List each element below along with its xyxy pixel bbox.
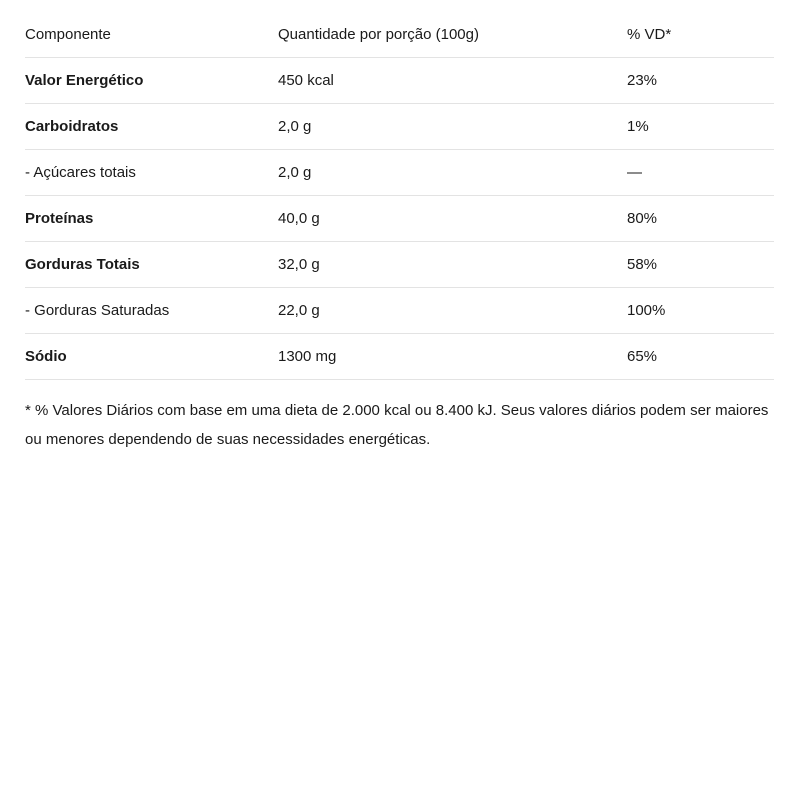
row-daily-value: 65% xyxy=(627,334,774,380)
header-component: Componente xyxy=(25,12,278,58)
row-daily-value: 100% xyxy=(627,288,774,334)
header-daily-value: % VD* xyxy=(627,12,774,58)
row-quantity: 1300 mg xyxy=(278,334,627,380)
row-quantity: 32,0 g xyxy=(278,242,627,288)
daily-value-footnote: * % Valores Diários com base em uma dieta de 2.000 kcal ou 8.400 kJ. Seus valores diários podem ser maiores ou menores dependendo de suas necessidades energéticas. xyxy=(25,402,769,448)
table-row xyxy=(25,150,774,196)
row-daily-value: 1% xyxy=(627,104,774,150)
nutrition-table xyxy=(25,12,774,380)
row-daily-value: 58% xyxy=(627,242,774,288)
row-name: - Açúcares totais xyxy=(25,150,278,196)
row-quantity: 2,0 g xyxy=(278,150,627,196)
row-name: Sódio xyxy=(25,334,278,380)
row-quantity: 40,0 g xyxy=(278,196,627,242)
row-quantity: 22,0 g xyxy=(278,288,627,334)
row-name: Valor Energético xyxy=(25,58,278,104)
table-row xyxy=(25,242,774,288)
row-daily-value: 80% xyxy=(627,196,774,242)
header-quantity: Quantidade por porção (100g) xyxy=(278,12,627,58)
table-row xyxy=(25,104,774,150)
row-name: Carboidratos xyxy=(25,104,278,150)
row-name: Proteínas xyxy=(25,196,278,242)
table-header-row xyxy=(25,12,774,58)
table-row xyxy=(25,334,774,380)
nutrition-facts xyxy=(25,12,774,469)
row-name: Gorduras Totais xyxy=(25,242,278,288)
row-quantity: 2,0 g xyxy=(278,104,627,150)
row-name: - Gorduras Saturadas xyxy=(25,288,278,334)
row-quantity: 450 kcal xyxy=(278,58,627,104)
table-row xyxy=(25,288,774,334)
row-daily-value: — xyxy=(627,150,774,196)
row-daily-value: 23% xyxy=(627,58,774,104)
table-row xyxy=(25,196,774,242)
table-row xyxy=(25,58,774,104)
